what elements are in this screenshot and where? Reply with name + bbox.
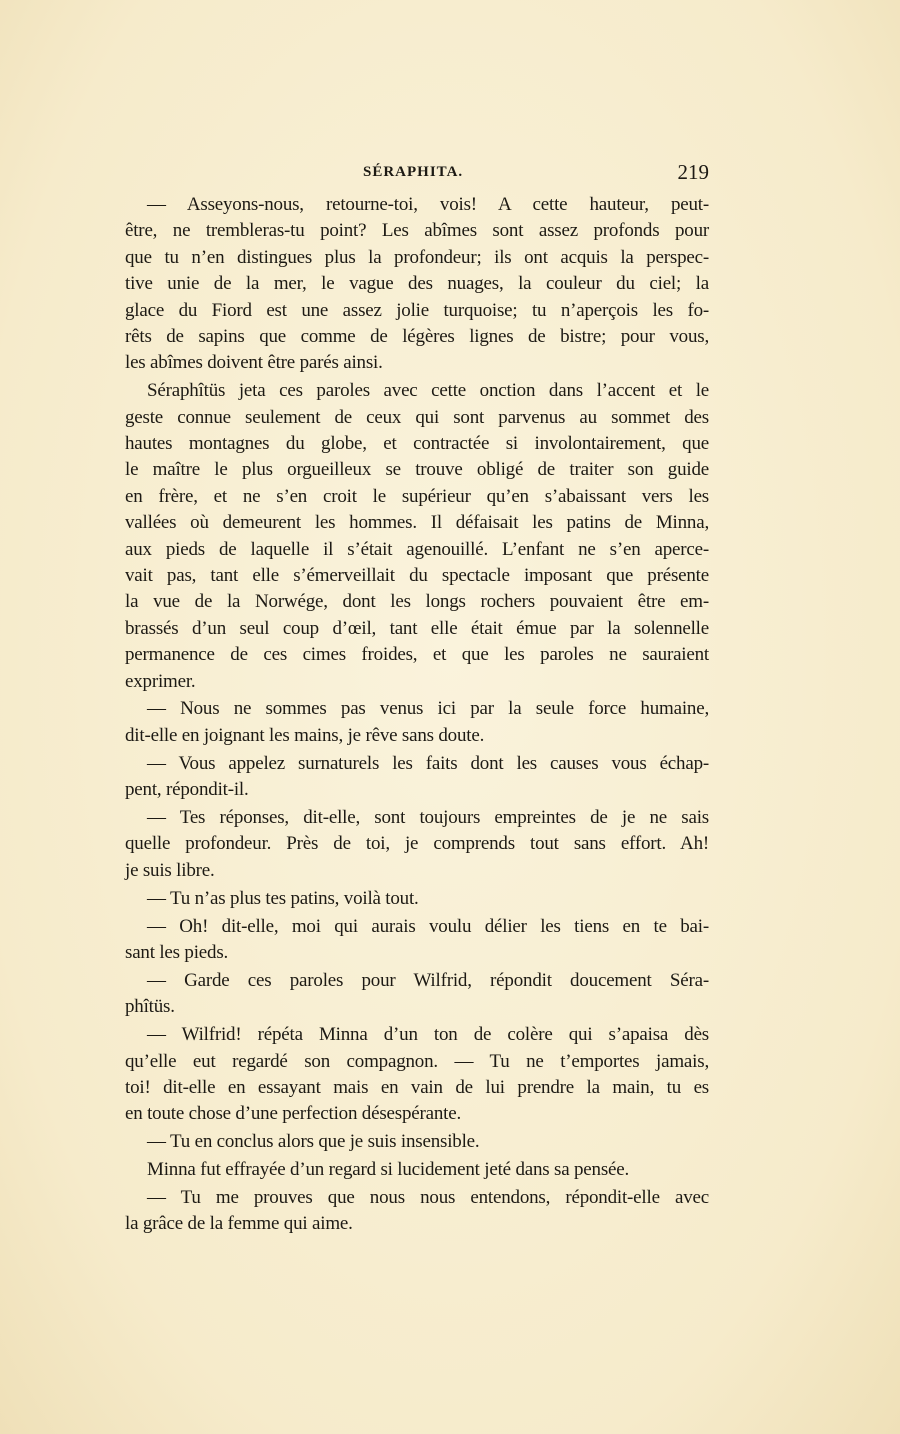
paragraph bbox=[125, 886, 709, 912]
paragraph bbox=[125, 1157, 709, 1183]
text-line: quelle profondeur. Près de toi, je comprends tout sans effort. Ah! bbox=[125, 833, 709, 855]
text-line: Séraphîtüs jeta ces paroles avec cette onction dans l’accent et le bbox=[147, 380, 709, 402]
text-line: geste connue seulement de ceux qui sont parvenus au sommet des bbox=[125, 406, 709, 428]
paragraph bbox=[125, 1129, 709, 1155]
text-line: pent, répondit-il. bbox=[125, 779, 249, 801]
paragraph bbox=[125, 914, 709, 967]
paragraph bbox=[125, 805, 709, 884]
text-line: dit-elle en joignant les mains, je rêve sans doute. bbox=[125, 724, 485, 746]
text-line: hautes montagnes du globe, et contractée si involontairement, que bbox=[125, 433, 709, 455]
text-line: — Tu en conclus alors que je suis insensible. bbox=[147, 1131, 480, 1153]
text-line: le maître le plus orgueilleux se trouve obligé de traiter son guide bbox=[125, 459, 709, 481]
paragraph bbox=[125, 751, 709, 804]
paragraph bbox=[125, 378, 709, 695]
text-line: être, ne trembleras-tu point? Les abîmes sont assez profonds pour bbox=[125, 220, 709, 242]
text-line: je suis libre. bbox=[125, 859, 215, 881]
text-line: — Garde ces paroles pour Wilfrid, répondit doucement Séra- bbox=[147, 969, 709, 991]
text-line: — Wilfrid! répéta Minna d’un ton de colère qui s’apaisa dès bbox=[147, 1024, 709, 1046]
body-text bbox=[125, 192, 709, 1239]
paragraph bbox=[125, 192, 709, 377]
text-line: la grâce de la femme qui aime. bbox=[125, 1213, 353, 1235]
text-line: qu’elle eut regardé son compagnon. — Tu ne t’emportes jamais, bbox=[125, 1050, 709, 1072]
text-line: vallées où demeurent les hommes. Il défaisait les patins de Minna, bbox=[125, 512, 709, 534]
text-line: — Vous appelez surnaturels les faits dont les causes vous échap- bbox=[147, 752, 709, 774]
text-line: — Oh! dit-elle, moi qui aurais voulu délier les tiens en te bai- bbox=[147, 915, 709, 937]
text-line: la vue de la Norwége, dont les longs rochers pouvaient être em- bbox=[125, 591, 709, 613]
text-line: — Nous ne sommes pas venus ici par la seule force humaine, bbox=[147, 698, 709, 720]
text-line: exprimer. bbox=[125, 670, 196, 692]
text-line: toi! dit-elle en essayant mais en vain de lui prendre la main, tu es bbox=[125, 1076, 709, 1098]
text-line: brassés d’un seul coup d’œil, tant elle était émue par la solennelle bbox=[125, 617, 709, 639]
paragraph bbox=[125, 1022, 709, 1128]
text-line: Minna fut effrayée d’un regard si lucidement jeté dans sa pensée. bbox=[147, 1159, 630, 1181]
text-line: — Asseyons-nous, retourne-toi, vois! A cette hauteur, peut- bbox=[147, 194, 709, 215]
text-line: vait pas, tant elle s’émerveillait du spectacle imposant que présente bbox=[125, 564, 709, 586]
text-line: sant les pieds. bbox=[125, 941, 229, 963]
text-line: tive unie de la mer, le vague des nuages, la couleur du ciel; la bbox=[125, 273, 709, 295]
text-line: phîtüs. bbox=[125, 996, 175, 1018]
text-line: en toute chose d’une perfection désespérante. bbox=[125, 1103, 462, 1125]
paragraph bbox=[125, 968, 709, 1021]
text-line: — Tu n’as plus tes patins, voilà tout. bbox=[147, 887, 419, 909]
text-line: permanence de ces cimes froides, et que les paroles ne sauraient bbox=[125, 644, 709, 666]
text-line: glace du Fiord est une assez jolie turquoise; tu n’aperçois les fo- bbox=[125, 299, 709, 321]
text-line: rêts de sapins que comme de légères lignes de bistre; pour vous, bbox=[125, 325, 709, 347]
text-line: les abîmes doivent être parés ainsi. bbox=[125, 352, 383, 374]
text-line: que tu n’en distingues plus la profondeur; ils ont acquis la perspec- bbox=[125, 246, 709, 268]
page-header bbox=[125, 160, 709, 190]
paragraph bbox=[125, 696, 709, 749]
running-title: SÉRAPHITA. bbox=[363, 164, 464, 180]
page-number: 219 bbox=[677, 160, 709, 184]
text-line: aux pieds de laquelle il s’était agenouillé. L’enfant ne s’en aperce- bbox=[125, 538, 709, 560]
text-line: en frère, et ne s’en croit le supérieur qu’en s’abaissant vers les bbox=[125, 485, 709, 507]
paragraph bbox=[125, 1185, 709, 1238]
text-line: — Tes réponses, dit-elle, sont toujours empreintes de je ne sais bbox=[147, 806, 709, 828]
text-line: — Tu me prouves que nous nous entendons, répondit-elle avec bbox=[147, 1186, 709, 1208]
